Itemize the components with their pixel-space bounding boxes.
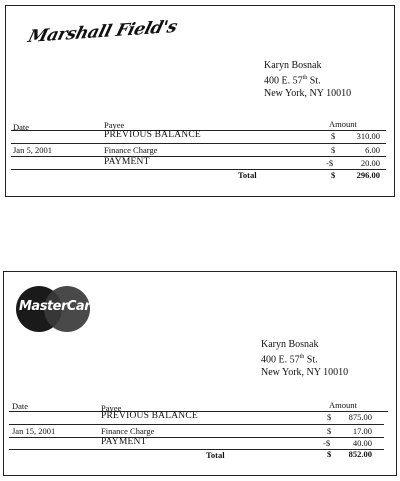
total-sign: $ xyxy=(327,449,332,459)
row-amount: 310.00 xyxy=(356,131,380,141)
mastercard-logo xyxy=(16,286,99,332)
total-amount: 852.00 xyxy=(348,449,372,459)
row-amount: 40.00 xyxy=(352,438,372,448)
date-header: Date xyxy=(13,122,30,132)
total-label: Total xyxy=(206,450,225,460)
row-sign: -$ xyxy=(323,438,331,448)
row-payee: Finance Charge xyxy=(104,145,158,155)
row-amount: 6.00 xyxy=(365,145,380,155)
row-amount: 17.00 xyxy=(352,426,372,436)
customer-street: 400 E. 57th St. xyxy=(261,354,318,366)
row-sign: $ xyxy=(331,145,336,155)
row-rule xyxy=(11,169,386,170)
row-payee: PREVIOUS BALANCE xyxy=(104,130,201,140)
total-amount: 296.00 xyxy=(356,170,380,180)
row-date: Jan 5, 2001 xyxy=(13,145,52,155)
row-rule xyxy=(9,424,384,425)
row-rule xyxy=(11,143,386,144)
customer-address xyxy=(264,59,351,100)
row-sign: $ xyxy=(327,412,332,422)
statement-marshall-fields xyxy=(5,5,395,197)
total-sign: $ xyxy=(331,170,336,180)
row-sign: -$ xyxy=(326,158,334,168)
date-header: Date xyxy=(12,401,29,411)
row-rule xyxy=(11,156,386,157)
payee-header: Payee xyxy=(101,403,122,413)
mastercard-wordmark: MasterCard xyxy=(19,299,99,314)
amount-header: Amount xyxy=(329,119,357,129)
customer-street: 400 E. 57th St. xyxy=(264,75,321,87)
row-payee: PAYMENT xyxy=(104,157,150,167)
customer-city: New York, NY 10010 xyxy=(264,88,352,100)
amount-header: Amount xyxy=(329,400,357,410)
payee-header: Payee xyxy=(104,120,125,130)
row-amount: 20.00 xyxy=(360,158,380,168)
total-label: Total xyxy=(238,170,257,180)
row-payee: PREVIOUS BALANCE xyxy=(101,411,198,421)
customer-city: New York, NY 10010 xyxy=(261,367,349,379)
customer-name: Karyn Bosnak xyxy=(264,60,322,71)
row-date: Jan 15, 2001 xyxy=(12,426,56,436)
statement-mastercard xyxy=(3,271,397,476)
row-payee: PAYMENT xyxy=(101,437,147,447)
row-sign: $ xyxy=(331,131,336,141)
marshall-fields-logo: Marshall Field's xyxy=(25,16,180,48)
customer-name: Karyn Bosnak xyxy=(261,339,319,350)
row-amount: 875.00 xyxy=(348,412,372,422)
customer-address xyxy=(261,338,348,379)
row-payee: Finance Charge xyxy=(101,426,155,436)
row-sign: $ xyxy=(327,426,332,436)
